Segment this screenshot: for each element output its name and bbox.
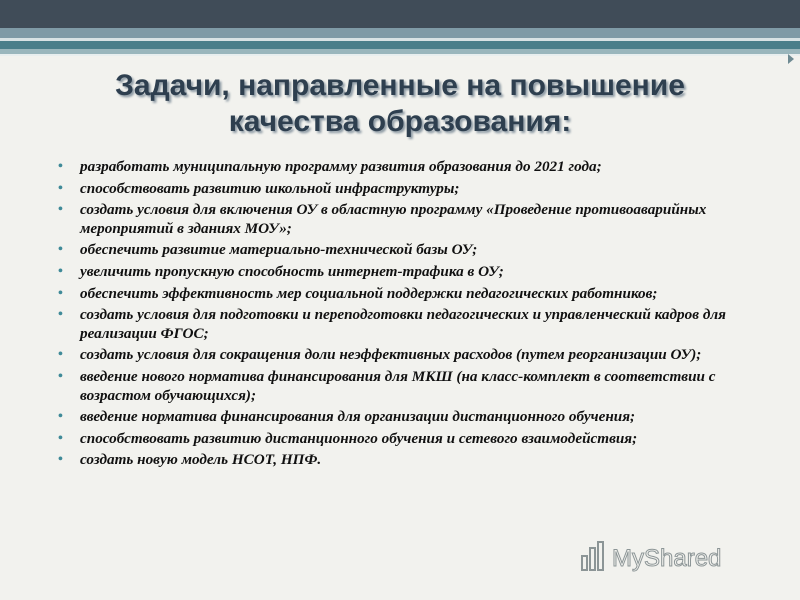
header-stripe bbox=[0, 54, 800, 56]
watermark-text: MyShared bbox=[612, 545, 722, 572]
list-item bbox=[58, 430, 738, 449]
bullet-icon: • bbox=[58, 307, 63, 323]
list-item bbox=[58, 201, 738, 238]
bullet-icon: • bbox=[58, 159, 63, 174]
watermark-logo bbox=[578, 536, 778, 576]
task-list bbox=[58, 158, 738, 473]
bullet-icon: • bbox=[58, 242, 63, 258]
list-item-text: создать условия для включения ОУ в областную программу «Проведение противоаварийных мероприятий в зданиях МОУ»; bbox=[80, 201, 707, 237]
list-item bbox=[58, 368, 738, 405]
list-item-text: обеспечить развитие материально-технической базы ОУ; bbox=[80, 241, 478, 259]
bullet-icon: • bbox=[58, 430, 63, 446]
list-item bbox=[58, 158, 738, 177]
header-stripe bbox=[0, 28, 800, 38]
header-bar bbox=[0, 0, 800, 28]
list-item-text: разработать муниципальную программу развития образования до 2021 года; bbox=[80, 158, 602, 175]
list-item bbox=[58, 306, 738, 343]
list-item bbox=[58, 180, 738, 199]
list-item-text: увеличить пропускную способность интернет-трафика в ОУ; bbox=[80, 262, 504, 280]
header-stripe bbox=[0, 41, 800, 49]
slide-title-line: качества образования: bbox=[228, 105, 572, 138]
slide-title bbox=[40, 68, 760, 140]
bullet-icon: • bbox=[58, 452, 63, 468]
list-item-text: введение нового норматива финансирования для МКШ (на класс-комплект в соответствии с возрастом обучающихся); bbox=[80, 367, 716, 404]
list-item bbox=[58, 346, 738, 365]
list-item-text: способствовать развитию школьной инфраструктуры; bbox=[80, 179, 460, 197]
bullet-icon: • bbox=[58, 180, 63, 196]
corner-triangle-icon bbox=[788, 54, 794, 64]
list-item-text: создать новую модель НСОТ, НПФ. bbox=[80, 451, 322, 469]
bullet-icon: • bbox=[58, 263, 63, 279]
list-item bbox=[58, 285, 738, 304]
list-item-text: обеспечить эффективность мер социальной поддержки педагогических работников; bbox=[80, 284, 658, 302]
bullet-icon: • bbox=[58, 202, 63, 218]
list-item-text: создать условия для подготовки и переподготовки педагогических и управленческий кадров для реализации ФГОС; bbox=[80, 306, 726, 342]
list-item-text: введение норматива финансирования для организации дистанционного обучения; bbox=[80, 408, 636, 426]
list-item-text: способствовать развитию дистанционного обучения и сетевого взаимодействия; bbox=[80, 429, 638, 447]
list-item bbox=[58, 451, 738, 470]
bullet-icon: • bbox=[58, 368, 63, 384]
list-item-text: создать условия для сокращения доли неэффективных расходов (путем реорганизации ОУ); bbox=[80, 346, 702, 364]
bullet-icon: • bbox=[58, 285, 63, 301]
bullet-icon: • bbox=[58, 409, 63, 425]
list-item bbox=[58, 241, 738, 260]
list-item bbox=[58, 408, 738, 427]
bar-chart-logo-icon bbox=[582, 542, 603, 570]
list-item bbox=[58, 263, 738, 282]
slide-title-line: Задачи, направленные на повышение bbox=[115, 69, 685, 102]
bullet-icon: • bbox=[58, 347, 63, 363]
